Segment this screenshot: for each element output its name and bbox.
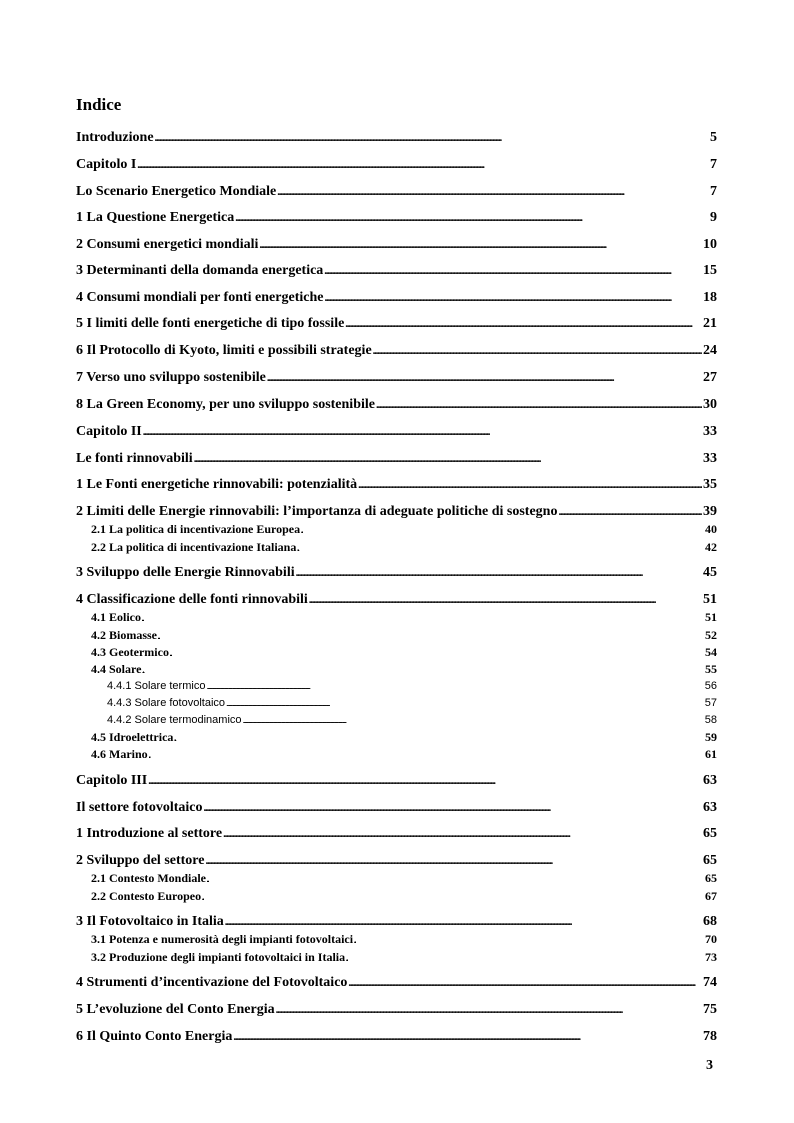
- toc-entry-page: 7: [710, 157, 717, 172]
- toc-entry[interactable]: [76, 591, 717, 609]
- page-number: 3: [706, 1058, 713, 1073]
- toc-entry-page: 65: [703, 826, 717, 841]
- toc-entry-label: 5 I limiti delle fonti energetiche di tipo fossile: [76, 316, 345, 331]
- toc-entry-label: 4.5 Idroelettrica: [91, 730, 174, 744]
- toc-entry-page: 65: [705, 871, 717, 885]
- toc-entry-page: 70: [705, 932, 717, 946]
- toc-entry-page: 21: [703, 316, 717, 331]
- toc-entry-page: 30: [703, 397, 717, 412]
- toc-entry-page: 40: [705, 522, 717, 536]
- toc-entry-page: 78: [703, 1029, 717, 1044]
- toc-entry-page: 7: [710, 184, 717, 199]
- toc-entry-label: 2.2 La politica di incentivazione Italiana: [91, 540, 297, 554]
- toc-entry[interactable]: [76, 564, 717, 582]
- toc-entry-label: 4.6 Marino: [91, 747, 148, 761]
- toc-entry-label: 5 L’evoluzione del Conto Energia: [76, 1002, 275, 1017]
- toc-entry-label: 3.1 Potenza e numerosità degli impianti fotovoltaici: [91, 932, 354, 946]
- toc-entry-page: 24: [703, 343, 717, 358]
- toc-entry-label: 1 Le Fonti energetiche rinnovabili: potenzialità: [76, 477, 358, 492]
- toc-entry[interactable]: [76, 627, 717, 643]
- toc-entry-label: 3.2 Produzione degli impianti fotovoltaici in Italia: [91, 950, 346, 964]
- toc-entry-page: 10: [703, 237, 717, 252]
- toc-entry-page: 5: [710, 130, 717, 145]
- toc-entry-page: 74: [703, 975, 717, 990]
- toc-entry[interactable]: [76, 695, 717, 711]
- toc-entry[interactable]: [76, 369, 717, 387]
- toc-entry-page: 63: [703, 773, 717, 788]
- toc-entry[interactable]: [76, 476, 717, 494]
- toc-entry[interactable]: [76, 949, 717, 965]
- toc-entry-page: 73: [705, 950, 717, 964]
- toc-entry-page: 51: [703, 592, 717, 607]
- toc-entry[interactable]: [76, 236, 717, 254]
- toc-entry[interactable]: [76, 1001, 717, 1019]
- toc-entry-label: Il settore fotovoltaico: [76, 800, 203, 815]
- toc-entry[interactable]: [76, 799, 717, 817]
- toc-entry-label: 4 Classificazione delle fonti rinnovabili: [76, 592, 308, 607]
- toc-entry-page: 75: [703, 1002, 717, 1017]
- toc-entry-label: 3 Il Fotovoltaico in Italia: [76, 914, 224, 929]
- toc-entry[interactable]: [76, 772, 717, 790]
- toc-entry-page: 58: [704, 714, 717, 726]
- toc-entry-label: 4.4.2 Solare termodinamico: [107, 714, 242, 726]
- toc-entry[interactable]: [76, 661, 717, 677]
- toc-entry-label: 2.1 Contesto Mondiale: [91, 871, 206, 885]
- toc-entry[interactable]: [76, 852, 717, 870]
- toc-entry[interactable]: [76, 931, 717, 947]
- toc-entry[interactable]: [76, 870, 717, 886]
- toc-entry-label: 1 Introduzione al settore: [76, 826, 223, 841]
- toc-entry[interactable]: [76, 503, 717, 521]
- toc-entry[interactable]: [76, 396, 717, 414]
- toc-entry-page: 54: [705, 645, 717, 659]
- toc-entry-label: Capitolo II: [76, 424, 142, 439]
- toc-entry-label: 4.3 Geotermico: [91, 645, 169, 659]
- toc-entry-label: Capitolo I: [76, 157, 137, 172]
- toc-entry-label: 2.2 Contesto Europeo: [91, 889, 202, 903]
- toc-entry[interactable]: [76, 974, 717, 992]
- toc-entry-page: 59: [705, 730, 717, 744]
- toc-entry[interactable]: [76, 913, 717, 931]
- toc-entry-page: 9: [710, 210, 717, 225]
- toc-entry[interactable]: [76, 712, 717, 728]
- toc-entry-label: 4.4 Solare: [91, 662, 142, 676]
- toc-entry-label: 2 Limiti delle Energie rinnovabili: l’importanza di adeguate politiche di sostegno: [76, 504, 558, 519]
- toc-entry-label: Introduzione: [76, 130, 154, 145]
- toc-entry-page: 57: [704, 697, 717, 709]
- toc-entry-page: 33: [703, 451, 717, 466]
- toc-entry[interactable]: [76, 888, 717, 904]
- toc-entry-page: 45: [703, 565, 717, 580]
- toc-entry[interactable]: [76, 729, 717, 745]
- toc-entry-label: 3 Sviluppo delle Energie Rinnovabili: [76, 565, 295, 580]
- toc-entry-label: 2 Consumi energetici mondiali: [76, 237, 259, 252]
- toc-entry-page: 18: [703, 290, 717, 305]
- toc-entry-page: 51: [705, 610, 717, 624]
- toc-entry[interactable]: [76, 129, 717, 147]
- toc-entry[interactable]: [76, 289, 717, 307]
- toc-entry[interactable]: [76, 342, 717, 360]
- toc-entry[interactable]: [76, 209, 717, 227]
- toc-entry-page: 15: [703, 263, 717, 278]
- toc-entry-label: Lo Scenario Energetico Mondiale: [76, 184, 277, 199]
- toc-entry-label: 2 Sviluppo del settore: [76, 853, 205, 868]
- toc-entry-label: 8 La Green Economy, per uno sviluppo sostenibile: [76, 397, 375, 412]
- toc-entry-label: 4 Consumi mondiali per fonti energetiche: [76, 290, 324, 305]
- toc-entry-label: 4.1 Eolico: [91, 610, 141, 624]
- toc-entry[interactable]: [76, 423, 717, 441]
- toc-entry-label: 6 Il Protocollo di Kyoto, limiti e possibili strategie: [76, 343, 372, 358]
- toc-entry-page: 55: [705, 662, 717, 676]
- toc-entry[interactable]: [76, 156, 717, 174]
- toc-entry-label: 4.4.3 Solare fotovoltaico: [107, 697, 226, 709]
- toc-entry-page: 68: [703, 914, 717, 929]
- toc-entry-page: 67: [705, 889, 717, 903]
- toc-entry[interactable]: [76, 183, 717, 201]
- toc-entry-page: 65: [703, 853, 717, 868]
- toc-entry-label: Capitolo III: [76, 773, 148, 788]
- toc-entry-label: 7 Verso uno sviluppo sostenibile: [76, 370, 266, 385]
- toc-entry[interactable]: [76, 262, 717, 280]
- toc-entry-page: 42: [705, 540, 717, 554]
- toc-entry-page: 52: [705, 628, 717, 642]
- toc-entry-page: 35: [703, 477, 717, 492]
- toc-entry-page: 27: [703, 370, 717, 385]
- toc-entry[interactable]: [76, 315, 717, 333]
- toc-entry-page: 39: [703, 504, 717, 519]
- toc-entry[interactable]: [76, 825, 717, 843]
- toc-entry[interactable]: [76, 521, 717, 537]
- toc-entry[interactable]: [76, 746, 717, 762]
- toc-entry[interactable]: [76, 678, 717, 694]
- toc-entry[interactable]: [76, 1028, 717, 1046]
- toc-entry-label: 1 La Questione Energetica: [76, 210, 235, 225]
- toc-entry-page: 61: [705, 747, 717, 761]
- toc-entry-label: 4 Strumenti d’incentivazione del Fotovoltaico: [76, 975, 348, 990]
- toc-entry-page: 63: [703, 800, 717, 815]
- toc-entry-label: 4.2 Biomasse: [91, 628, 157, 642]
- toc-entry-page: 56: [704, 680, 717, 692]
- toc-entry[interactable]: [76, 450, 717, 468]
- toc-entry-page: 33: [703, 424, 717, 439]
- toc-entry-label: 6 Il Quinto Conto Energia: [76, 1029, 233, 1044]
- toc-entry-label: Le fonti rinnovabili: [76, 451, 193, 466]
- toc-entry-label: 2.1 La politica di incentivazione Europea: [91, 522, 301, 536]
- toc-entry[interactable]: [76, 609, 717, 625]
- toc-entry-label: 4.4.1 Solare termico: [107, 680, 206, 692]
- toc-entry[interactable]: [76, 644, 717, 660]
- page-title: Indice: [76, 95, 122, 114]
- toc-entry[interactable]: [76, 539, 717, 555]
- toc-entry-label: 3 Determinanti della domanda energetica: [76, 263, 324, 278]
